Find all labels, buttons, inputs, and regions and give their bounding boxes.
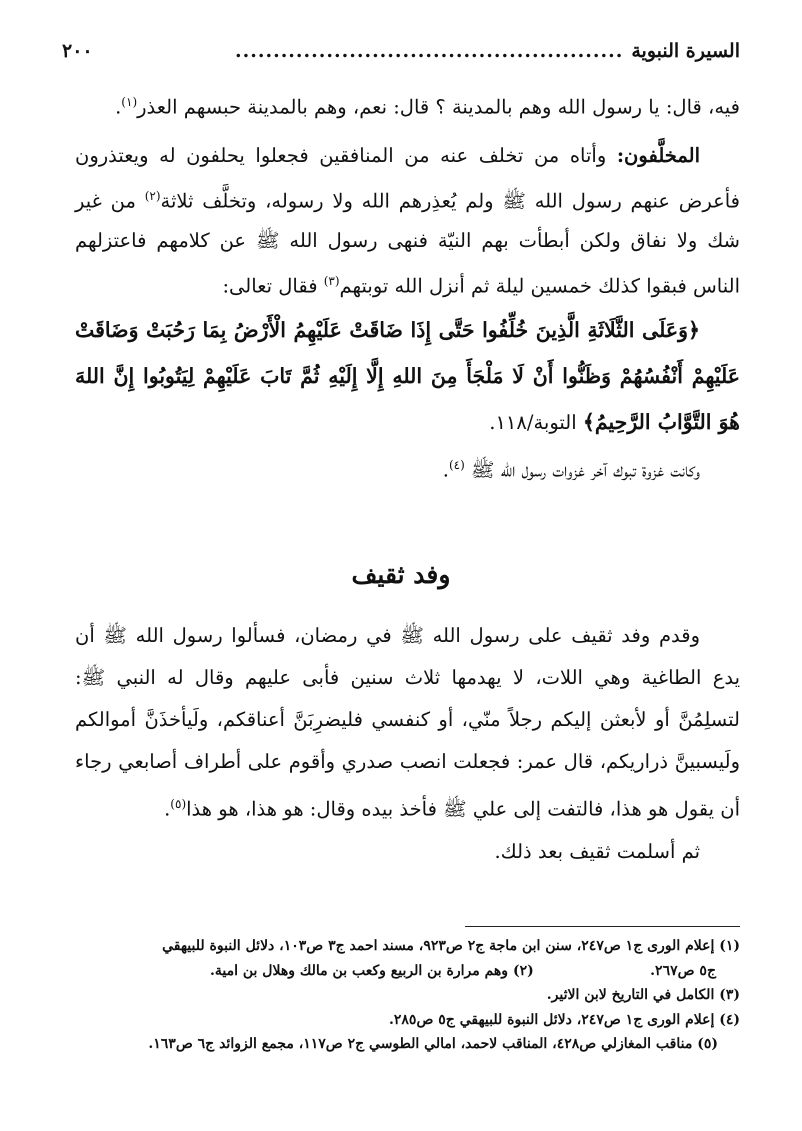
- main-text: [75, 82, 740, 490]
- paragraph-text: فقال تعالى:: [222, 274, 324, 298]
- paragraph: وقدم وفد ثقيف على رسول الله ﷺ في رمضان، فسألوا رسول الله ﷺ أن يدع الطاغية وهي اللات، لا يهدمها ثلاث سنين فأبى عليهم وقال له النبي ﷺ: لتسلِمُنَّ أو لأبعثن إليكم رجلاً منّي، أو كنفسي فليضرِبَنَّ أعناقكم، ولَيأخذَنَّ أموالكم ولَيسبينَّ ذراريكم، قال عمر: فجعلت انصب صدري وأقوم على أطراف أصابعي رجاء أن يقول هو هذا، فالتفت إلى علي ﷺ فأخذ بيده وقال: هو هذا، هو هذا$^{(٥)}$.: [75, 624, 740, 821]
- paragraph: وكانت غزوة تبوك آخر غزوات رسول الله ﷺ $^{(٤)}$.: [442, 457, 700, 481]
- paragraph-lead: المخلَّفون:: [616, 143, 700, 167]
- paragraph-text: فيه، قال: يا رسول الله وهم بالمدينة ؟ قال: نعم، وهم بالمدينة حبسهم العذر: [137, 95, 740, 119]
- footnote-ref: (٣): [323, 274, 340, 288]
- footnote: (١) إعلام الورى ج١ ص٢٤٧، سنن ابن ماجة ج٢ ص٩٢٣، مسند احمد ج٣ ص١٠٣، دلائل النبوة للبيهقي: [162, 938, 740, 954]
- paragraph-mukhallafun: [75, 136, 740, 307]
- paragraph: فيه، قال: يا رسول الله وهم بالمدينة ؟ قال: نعم، وهم بالمدينة حبسهم العذر$^{(١)}$.: [115, 95, 740, 119]
- header-title: السيرة النبوية: [631, 40, 740, 62]
- page-number: ٢٠٠: [62, 40, 93, 62]
- quran-verse-paragraph: [75, 307, 740, 445]
- footnote-continuation: ج٥ ص٢٦٧.: [650, 962, 716, 979]
- paragraph-text: من غير شك ولا نفاق ولكن أبطأت بهم النيّة فنهى رسول الله ﷺ عن كلامهم فاعتزلهم الناس فبقوا كذلك خمسين ليلة ثم أنزل الله توبتهم: [75, 189, 740, 298]
- footnotes: [70, 934, 740, 1057]
- section-heading: وفد ثقيف: [351, 560, 451, 589]
- footnote: (٥) مناقب المغازلي ص٤٢٨، المناقب لاحمد، امالي الطوسي ج٢ ص١١٧، مجمع الزوائد ج٦ ص١٦٣.: [148, 1036, 718, 1052]
- paragraph-text: وأتاه من تخلف عنه من المنافقين فجعلوا يحلفون له ويعتذرون فأعرض عنهم رسول الله ﷺ ولم يُعذِرهم الله ولا رسوله، وتخلَّف ثلاثة: [75, 143, 740, 212]
- quran-verse: ﴿وَعَلَى الثَّلَاثَةِ الَّذِينَ خُلِّفُوا حَتَّى إِذَا ضَاقَتْ عَلَيْهِمُ الْأَرْضُ بِمَا رَحُبَتْ وَضَاقَتْ عَلَيْهِمْ أَنْفُسُهُمْ وَظَنُّوا أَنْ لَا مَلْجَأَ مِنَ اللهِ إِلَّا إِلَيْهِ ثُمَّ تَابَ عَلَيْهِمْ لِيَتُوبُوا إِنَّ اللهَ هُوَ التَّوَّابُ الرَّحِيمُ﴾: [75, 317, 740, 434]
- footnote: (٣) الكامل في التاريخ لابن الاثير.: [546, 987, 740, 1003]
- footnote: (٢) وهم مرارة بن الربيع وكعب بن مالك وهلال بن امية.: [210, 962, 534, 979]
- footnote-ref: (٤): [448, 457, 465, 472]
- footnote-line: [70, 959, 740, 984]
- header-leader-dots: ...................................................: [235, 40, 624, 62]
- footnote-ref: (٢): [144, 188, 161, 203]
- paragraph-text: ثم أسلمت ثقيف بعد ذلك.: [494, 839, 700, 863]
- paragraph-text: وكانت غزوة تبوك آخر غزوات رسول الله ﷺ: [471, 458, 700, 481]
- section-text: [75, 615, 740, 873]
- running-header: [62, 34, 740, 68]
- paragraph-text: وقدم وفد ثقيف على رسول الله ﷺ في رمضان، فسألوا رسول الله ﷺ أن يدع الطاغية وهي اللات، لا يهدمها ثلاث سنين فأبى عليهم وقال له النبي ﷺ: لتسلِمُنَّ أو لأبعثن إليكم رجلاً منّي، أو كنفسي فليضرِبَنَّ أعناقكم، ولَيأخذَنَّ أموالكم ولَيسبينَّ ذراريكم، قال عمر: فجعلت انصب صدري وأقوم على أطراف أصابعي رجاء أن يقول هو هذا، فالتفت إلى علي ﷺ فأخذ بيده وقال: هو هذا، هو هذا: [75, 624, 740, 821]
- footnote-divider: [465, 926, 740, 927]
- footnote: (٤) إعلام الورى ج١ ص٢٤٧، دلائل النبوة للبيهقي ج٥ ص٢٨٥.: [389, 1011, 740, 1028]
- footnote-ref: (١): [121, 95, 138, 109]
- quran-reference: التوبة/١١٨.: [489, 410, 583, 434]
- paragraph: [75, 831, 740, 873]
- footnote-ref: (٥): [170, 797, 187, 811]
